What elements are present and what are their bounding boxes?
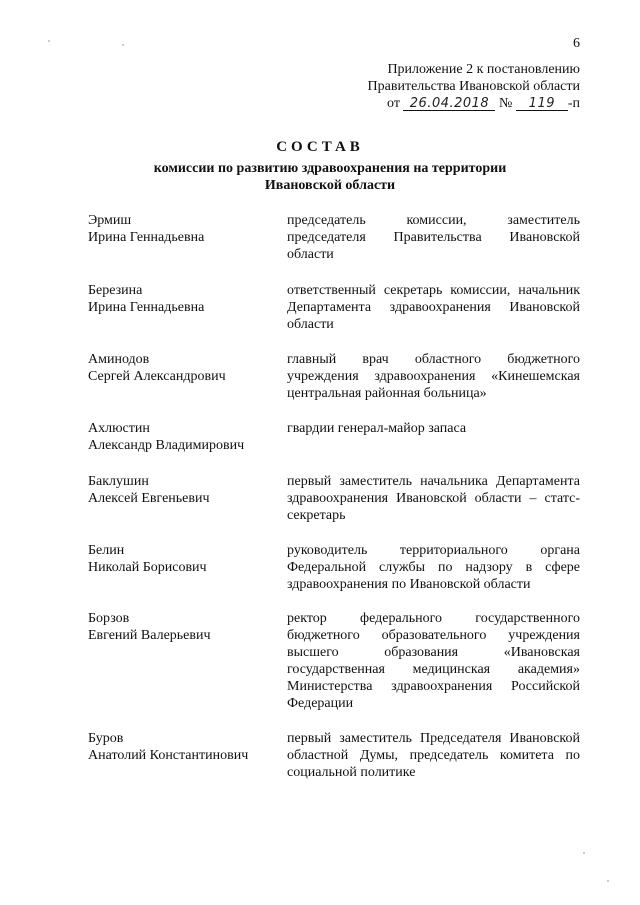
scan-speck [122, 44, 124, 46]
member-role: ответственный секретарь комиссии, начальник Департамента здравоохранения Ивановской области [287, 283, 580, 332]
member-name [88, 282, 278, 316]
member-surname: Ахлюстин [88, 421, 150, 436]
member-name [88, 473, 278, 507]
number-suffix: -п [567, 96, 580, 111]
member-surname: Борзов [88, 611, 130, 626]
member-role: первый заместитель начальника Департамента здравоохранения Ивановской области – статс-секретарь [287, 474, 580, 523]
member-role: председатель комиссии, заместитель председателя Правительства Ивановской области [287, 213, 580, 262]
member-given-name: Ирина Геннадьевна [88, 230, 205, 245]
member-given-name: Николай Борисович [88, 560, 207, 575]
date-prefix: от [387, 96, 400, 111]
member-surname: Березина [88, 283, 143, 298]
member-surname: Эрмиш [88, 213, 132, 228]
page-number: 6 [573, 36, 580, 51]
member-name [88, 730, 278, 764]
member-given-name: Ирина Геннадьевна [88, 300, 205, 315]
member-surname: Буров [88, 731, 124, 746]
decree-number-handwritten: 119 [528, 96, 555, 111]
member-surname: Баклушин [88, 474, 149, 489]
member-name [88, 610, 278, 644]
decree-date-handwritten: 26.04.2018 [409, 96, 490, 111]
member-name [88, 351, 278, 385]
scan-speck [583, 852, 585, 854]
member-role: первый заместитель Председателя Ивановской областной Думы, председатель комитета по социальной политике [287, 731, 580, 780]
appendix-line-1: Приложение 2 к постановлению [387, 62, 580, 77]
appendix-header [340, 61, 580, 112]
document-title: СОСТАВ [276, 139, 364, 155]
scan-speck [48, 40, 50, 42]
member-given-name: Алексей Евгеньевич [88, 491, 210, 506]
member-role: гвардии генерал-майор запаса [287, 421, 467, 436]
appendix-line-2: Правительства Ивановской области [367, 79, 580, 94]
number-prefix: № [498, 96, 513, 111]
decree-date-field [403, 97, 495, 111]
member-name [88, 542, 278, 576]
member-given-name: Анатолий Константинович [88, 748, 249, 763]
member-name [88, 420, 278, 454]
decree-date-number [340, 95, 580, 112]
member-given-name: Александр Владимирович [88, 438, 245, 453]
member-role: главный врач областного бюджетного учреждения здравоохранения «Кинешемская центральная районная больница» [287, 352, 580, 401]
member-name [88, 212, 278, 246]
member-given-name: Сергей Александрович [88, 369, 226, 384]
member-given-name: Евгений Валерьевич [88, 628, 211, 643]
scan-speck [607, 880, 609, 882]
decree-number-field [516, 97, 568, 111]
member-role: руководитель территориального органа Федеральной службы по надзору в сфере здравоохранения по Ивановской области [287, 543, 580, 592]
member-role: ректор федерального государственного бюджетного образовательного учреждения высшего образования «Ивановская государственная медицинская академия» Министерства здравоохранения Российской Федерации [287, 611, 580, 711]
member-surname: Белин [88, 543, 125, 558]
member-surname: Аминодов [88, 352, 150, 367]
document-subtitle: комиссии по развитию здравоохранения на территории Ивановской области [153, 161, 507, 193]
